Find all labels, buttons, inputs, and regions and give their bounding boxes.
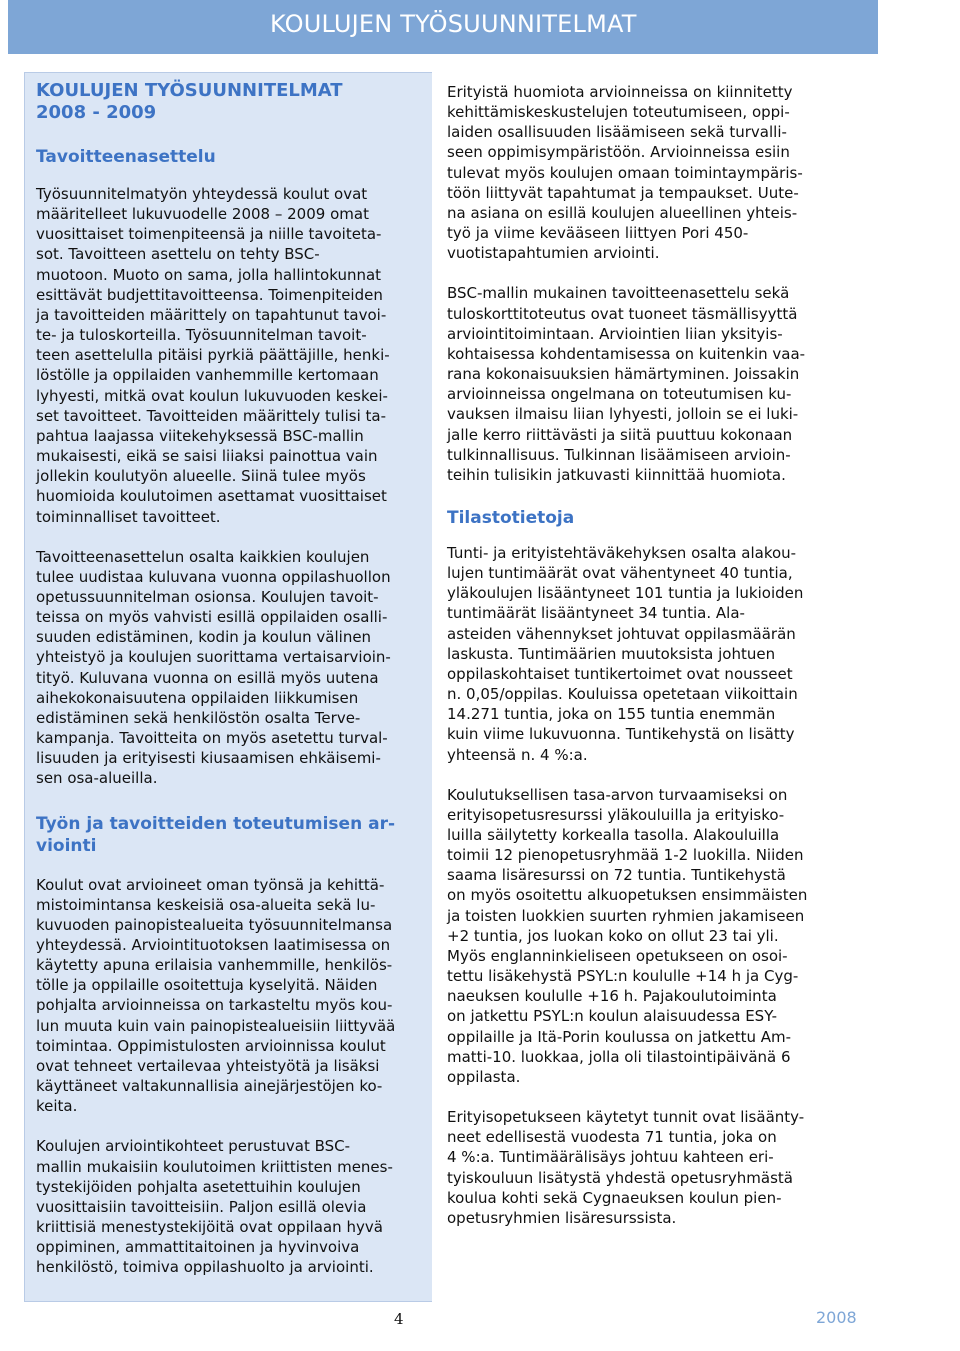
paragraph-evaluation-focus: Erityistä huomiota arvioinneissa on kiinnitetty kehittämiskeskustelujen toteutumiseen, oppi- laiden osallisuuden lisäämiseen sekä turvalli- seen oppimisympäristöön. Arvioinneissa esiin tulevat myös koulujen omaan toimintaympäris- töön liittyvät tapahtumat ja tempaukset. Uute- na asiana on esillä koulujen alueellinen yhteis- työ ja viime kevääseen liittyen Pori 450- vuotistapahtumien arviointi. xyxy=(447,83,803,263)
page-number: 4 xyxy=(394,1310,404,1328)
paragraph-bsc-model: BSC-mallin mukainen tavoitteenasettelu sekä tuloskorttitoteutus ovat tuoneet täsmällisyyttä arviointitoimintaan. Arviointien liian yksityis- kohtaisessa kohdentamisessa on kuitenkin vaa- rana kokonaisuuksien hämärtyminen. Joissakin arvioinneissa ongelmana on toteutumisen ku- vauksen ilmaisu liian lyhyesti, jolloin se ei luki- jalle kerro riittävästi ja siitä puuttuu kokonaan tulkinnallisuus. Tulkinnan lisäämiseen arvioin- teihin tulisikin jatkuvasti kiinnittää huomiota. xyxy=(447,284,806,484)
right-column xyxy=(447,82,852,1228)
heading-tavoitteenasettelu: Tavoitteenasettelu xyxy=(36,147,216,167)
paragraph-special-education: Erityisopetukseen käytetyt tunnit ovat lisäänty- neet edellisestä vuodesta 71 tuntia, joka on 4 %:a. Tuntimäärälisäys johtuu kahteen eri- tyiskouluun lisätystä yhdestä opetusryhmästä koulua kohti sekä Cygnaeuksen koulun pien- opetusryhmien lisäresurssista. xyxy=(447,1108,805,1227)
header-banner xyxy=(8,0,878,54)
banner-title: KOULUJEN TYÖSUUNNITELMAT xyxy=(270,10,637,38)
paragraph-hour-frames: Tunti- ja erityistehtäväkehyksen osalta alakou- lujen tuntimäärät ovat vähentyneet 40 tuntia, yläkoulujen lisääntyneet 101 tuntia ja lukioiden tuntimäärät lisääntyneet 34 tuntia. Ala- asteiden vähennykset johtuvat oppilasmäärän laskusta. Tuntimäärien muutoksista johtuen oppilaskohtaiset tuntikertoimet ovat nousseet n. 0,05/oppilas. Kouluissa opetetaan viikoittain 14.271 tuntia, joka on 155 tuntia enemmän kuin viime lukuvuonna. Tuntikehystä on lisätty yhteensä n. 4 %:a. xyxy=(447,543,804,764)
paragraph-goal-setting: Työsuunnitelmatyön yhteydessä koulut ovat määritelleet lukuvuodelle 2008 – 2009 omat vuosittaiset toimenpiteensä ja niille tavoiteta- sot. Tavoitteen asettelu on tehty BSC- muotoon. Muoto on sama, jolla hallintokunnat esittävät budjettitavoitteensa. Toimenpiteiden ja tavoitteiden määrittely on tapahtunut tavoi- te- ja tuloskorteilla. Työsuunnitelman tavoit- teen asettelulla pitäisi pyrkiä päättäjille, henki- löstölle ja oppilaiden vanhemmille kertomaan lyhyesti, mitkä ovat koulun lukuvuoden keskei- set tavoitteet. Tavoitteiden määrittely tulisi ta- pahtua laajassa viitekehyksessä BSC-mallin mukaisesti, eikä se saisi liiaksi painottua vain jollekin koulutyön alueelle. Siinä tulee myös huomioida koulutoimen asettamat vuosittaiset toiminnalliset tavoitteet. xyxy=(36,185,390,526)
footer-year: 2008 xyxy=(816,1308,857,1327)
heading-tilastotietoja: Tilastotietoja xyxy=(447,507,575,528)
document-title: KOULUJEN TYÖSUUNNITELMAT 2008 - 2009 xyxy=(36,80,343,123)
paragraph-evaluation-2: Koulujen arviointikohteet perustuvat BSC- mallin mukaisiin koulutoimen kriittisten menes- tystekijöiden pohjalta asetettuihin koulujen vuosittaisiin tavoitteisiin. Paljon esillä olevia kriittisiä menestystekijöitä ovat oppilaan hyvä oppiminen, ammattitaitoinen ja hyvinvoiva henkilöstö, toimiva oppilashuolto ja arviointi. xyxy=(36,1137,393,1277)
paragraph-equality: Koulutuksellisen tasa-arvon turvaamiseksi on erityisopetusresurssi yläkouluilla ja erityisko- luilla säilytetty korkealla tasolla. Alakouluilla toimii 12 pienopetusryhmää 1-2 luokilla. Niiden saama lisäresurssi on 72 tuntia. Tuntikehystä on myös osoitettu alkuopetuksen ensimmäisten ja toisten luokkien suurten ryhmien jakamiseen +2 tuntia, jos luokan koko on ollut 23 tai yli. Myös englanninkieliseen opetukseen on osoi- tettu lisäkehystä PSYL:n koululle +14 h ja Cyg- naeuksen koululle +16 h. Pajakoulutoiminta on jatkettu PSYL:n koulun alaisuudessa ESY- oppilaille ja Itä-Porin koulussa on jatkettu Am- matti-10. luokkaa, jolla oli tilastointipäivänä 6 oppilasta. xyxy=(447,785,808,1086)
left-column xyxy=(36,80,436,1278)
heading-evaluation: Työn ja tavoitteiden toteutumisen ar- viointi xyxy=(36,813,396,856)
paragraph-goal-setting-2: Tavoitteenasettelun osalta kaikkien koulujen tulee uudistaa kuluvana vuonna oppilashuollon opetussuunnitelman osionsa. Koulujen tavoit- teissa on myös vahvisti esillä oppilaiden osalli- suuden edistäminen, kodin ja koulun välinen yhteistyö ja koulujen suorittama vertaisarvioin- tityö. Kuluvana vuonna on esillä myös uutena aihekokonaisuutena oppilaiden liikkumisen edistäminen sekä henkilöstön osalta Terve- kampanja. Tavoitteita on myös asetettu turval- lisuuden ja erityisesti kiusaamisen ehkäisemi- sen osa-alueilla. xyxy=(36,547,391,788)
paragraph-evaluation: Koulut ovat arvioineet oman työnsä ja kehittä- mistoimintansa keskeisiä osa-alueita sekä lu- kuvuoden painopistealueita työsuunnitelmansa yhteydessä. Arviointituotoksen laatimisessa on käytetty apuna erilaisia vanhemmille, henkilös- tölle ja oppilaille osoitettuja kyselyitä. Näiden pohjalta arvioinneissa on tarkasteltu myös kou- lun muuta kuin vain painopistealueisiin liittyvää toimintaa. Oppimistulosten arvioinnissa koulut ovat tehneet vertailevaa yhteistyötä ja lisäksi käyttäneet valtakunnallisia ainejärjestöjen ko- keita. xyxy=(36,875,396,1116)
